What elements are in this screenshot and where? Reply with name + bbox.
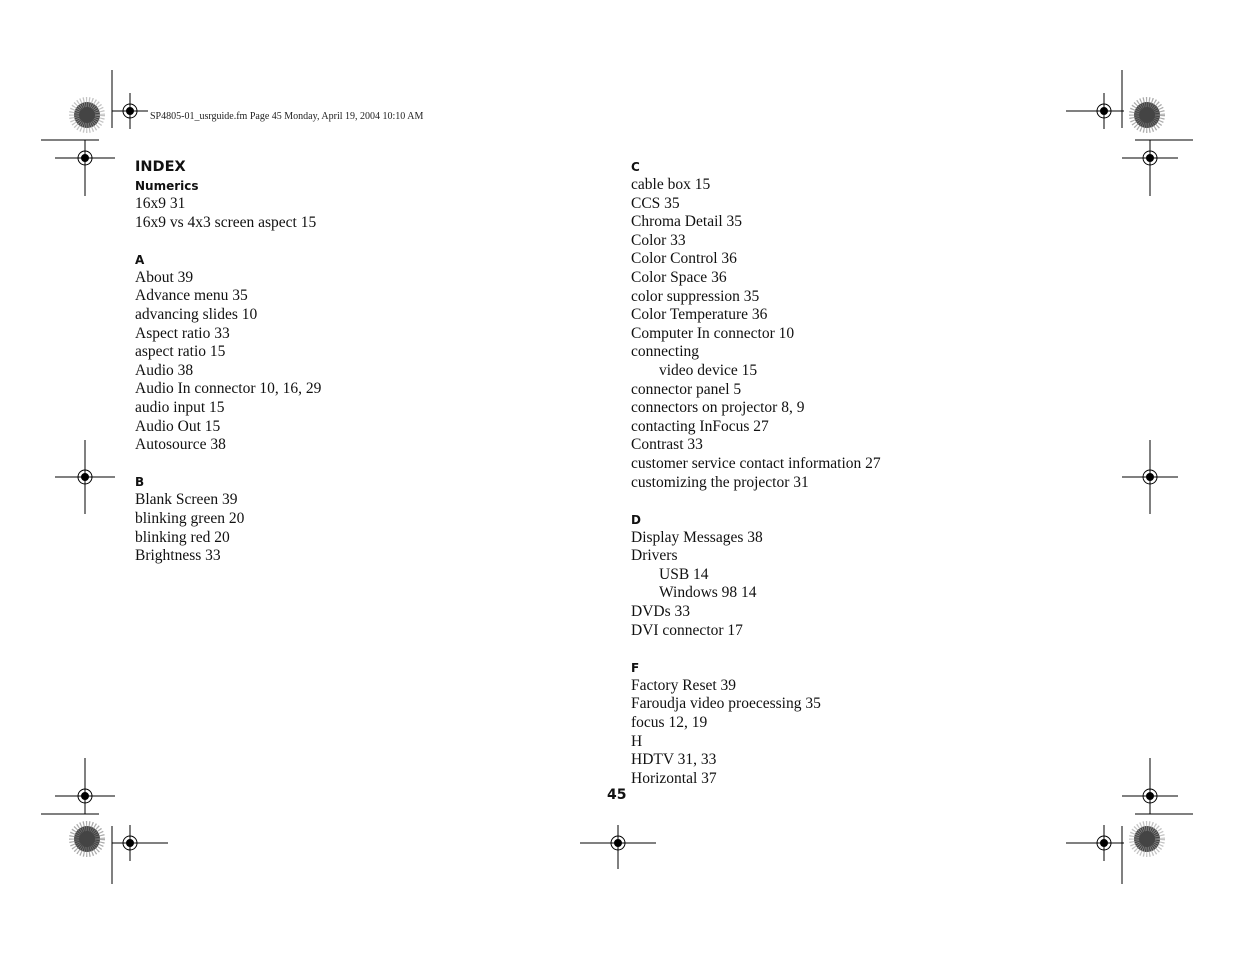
index-entry: Audio In connector 10, 16, 29 bbox=[135, 380, 322, 398]
index-entry: customizing the projector 31 bbox=[631, 473, 809, 491]
index-entry: Faroudja video proecessing 35 bbox=[631, 695, 821, 713]
index-entry: H bbox=[631, 732, 643, 750]
index-entry: Contrast 33 bbox=[631, 436, 703, 454]
index-entry: Aspect ratio 33 bbox=[135, 324, 230, 342]
section-gap bbox=[631, 640, 881, 659]
index-section-heading: C bbox=[631, 160, 640, 174]
index-section-heading: A bbox=[135, 252, 145, 267]
index-entry: connector panel 5 bbox=[631, 380, 742, 398]
index-entry: Blank Screen 39 bbox=[135, 491, 238, 509]
index-entry: contacting InFocus 27 bbox=[631, 417, 769, 435]
index-section-heading: Numerics bbox=[135, 179, 199, 193]
index-entry: connectors on projector 8, 9 bbox=[631, 399, 805, 417]
index-entry: Color Temperature 36 bbox=[631, 306, 768, 324]
index-entry: audio input 15 bbox=[135, 398, 225, 416]
index-entry: DVI connector 17 bbox=[631, 621, 743, 639]
index-right-column bbox=[631, 158, 881, 788]
index-section-heading: F bbox=[631, 660, 640, 675]
index-section-heading: D bbox=[631, 512, 641, 527]
index-entry: cable box 15 bbox=[631, 176, 711, 193]
index-entry: color suppression 35 bbox=[631, 287, 760, 305]
index-entry: Brightness 33 bbox=[135, 547, 221, 565]
index-entry: 16x9 31 bbox=[135, 195, 186, 212]
index-entry: About 39 bbox=[135, 268, 194, 286]
index-entry: connecting bbox=[631, 343, 700, 361]
index-entry: Audio Out 15 bbox=[135, 417, 221, 435]
index-entry: Advance menu 35 bbox=[135, 287, 248, 305]
index-list-right bbox=[631, 158, 881, 788]
index-entry: Color 33 bbox=[631, 231, 686, 249]
index-entry: advancing slides 10 bbox=[135, 305, 258, 323]
index-entry: Chroma Detail 35 bbox=[631, 213, 743, 231]
index-section-heading: B bbox=[135, 475, 145, 490]
index-entry: Display Messages 38 bbox=[631, 528, 763, 546]
page-number: 45 bbox=[607, 787, 627, 803]
index-entry: Color Control 36 bbox=[631, 250, 737, 268]
index-left-column bbox=[135, 158, 321, 566]
index-entry: HDTV 31, 33 bbox=[631, 751, 717, 769]
file-info-header: SP4805-01_usrguide.fm Page 45 Monday, April 19, 2004 10:10 AM bbox=[150, 111, 424, 122]
section-gap bbox=[135, 455, 321, 474]
index-subentry: Windows 98 14 bbox=[659, 584, 757, 602]
index-entry: CCS 35 bbox=[631, 194, 680, 212]
index-entry: Color Space 36 bbox=[631, 268, 727, 286]
index-entry: Horizontal 37 bbox=[631, 769, 717, 787]
index-subentry: USB 14 bbox=[659, 565, 709, 583]
index-entry: Computer In connector 10 bbox=[631, 324, 795, 342]
index-entry: focus 12, 19 bbox=[631, 714, 708, 732]
index-entry: blinking red 20 bbox=[135, 528, 230, 546]
index-entry: Factory Reset 39 bbox=[631, 676, 737, 694]
index-entry: customer service contact information 27 bbox=[631, 454, 881, 472]
section-gap bbox=[631, 492, 881, 511]
section-gap bbox=[135, 232, 321, 251]
index-entry: DVDs 33 bbox=[631, 603, 690, 621]
index-entry: 16x9 vs 4x3 screen aspect 15 bbox=[135, 213, 317, 231]
index-entry: aspect ratio 15 bbox=[135, 343, 226, 361]
index-entry: Autosource 38 bbox=[135, 436, 226, 454]
index-entry: Audio 38 bbox=[135, 361, 194, 379]
index-entry: Drivers bbox=[631, 547, 678, 565]
index-list-left bbox=[135, 177, 321, 566]
index-entry: blinking green 20 bbox=[135, 509, 245, 527]
index-title: INDEX bbox=[135, 159, 186, 175]
index-subentry: video device 15 bbox=[659, 361, 758, 379]
